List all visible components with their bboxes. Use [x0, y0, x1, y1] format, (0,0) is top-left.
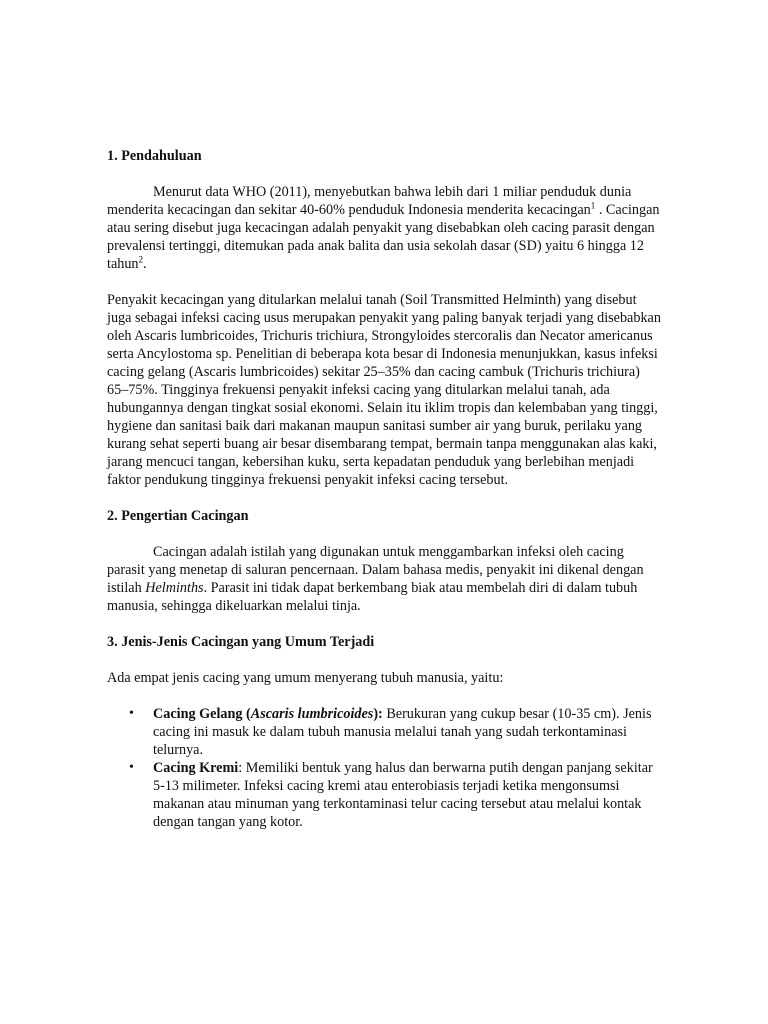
item-title: Cacing Kremi — [153, 760, 239, 776]
list-item-cacing-gelang — [129, 705, 663, 759]
item-title-text: ): — [373, 706, 383, 722]
document-body — [107, 147, 663, 831]
paragraph-jenis-intro: Ada empat jenis cacing yang umum menyerang tubuh manusia, yaitu: — [107, 670, 504, 686]
paragraph-text: . Parasit ini tidak dapat berkembang biak atau membelah diri di dalam tubuh manusia, sehingga dikeluarkan melalui tinja. — [107, 580, 638, 614]
paragraph-text: . Cacingan atau sering disebut juga kecacingan adalah penyakit yang disebabkan oleh cacing parasit dengan prevalensi tertinggi, ditemukan pada anak balita dan usia sekolah dasar (SD) yaitu 6 hingga 12 tahun — [107, 202, 660, 272]
footnote-ref-1: 1 — [590, 200, 596, 211]
section-heading-jenis: 3. Jenis-Jenis Cacingan yang Umum Terjadi — [107, 634, 375, 650]
term-helminths: Helminths — [145, 580, 204, 596]
paragraph-soil-transmitted: Penyakit kecacingan yang ditularkan melalui tanah (Soil Transmitted Helminth) yang disebut juga sebagai infeksi cacing usus merupakan penyakit yang paling banyak terjadi yang disebabkan oleh Ascaris lumbricoides, Trichuris trichiura, Strongyloides stercoralis dan Necator americanus serta Ancylostoma sp. Penelitian di beberapa kota besar di Indonesia menunjukkan, kasus infeksi cacing gelang (Ascaris lumbricoides) sekitar 25–35% dan cacing cambuk (Trichuris trichiura) 65–75%. Tingginya frekuensi penyakit infeksi cacing yang ditularkan melalui tanah, ada hubungannya dengan tingkat sosial ekonomi. Selain itu iklim tropis dan kelembaban yang tinggi, hygiene dan sanitasi baik dari makanan maupun sanitasi sumber air yang buruk, perilaku yang kurang sehat seperti buang air besar disembarang tempat, bermain tanpa menggunakan alas kaki, jarang mencuci tangan, kebersihan kuku, serta kepadatan penduduk yang berlebihan menjadi faktor pendukung tingginya frekuensi penyakit infeksi cacing tersebut. — [107, 292, 661, 488]
paragraph-pengertian — [107, 543, 663, 615]
paragraph-text: . — [143, 256, 147, 272]
paragraph-text: Menurut data WHO (2011), menyebutkan bahwa lebih dari 1 miliar penduduk dunia menderita kecacingan dan sekitar 40-60% penduduk Indonesia menderita kecacingan — [107, 184, 632, 218]
paragraph-who-data — [107, 183, 663, 273]
paragraph-text: Cacingan adalah istilah yang digunakan untuk menggambarkan infeksi oleh cacing parasit yang menetap di saluran pencernaan. Dalam bahasa medis, penyakit ini dikenal dengan istilah — [107, 544, 644, 596]
bullet-icon: • — [129, 760, 134, 775]
item-title — [153, 706, 383, 722]
item-title-text: Cacing Gelang ( — [153, 706, 251, 722]
item-description: Berukuran yang cukup besar (10-35 cm). Jenis cacing ini masuk ke dalam tubuh manusia melalui tanah yang sudah terkontaminasi telurnya. — [153, 706, 652, 758]
bullet-icon: • — [129, 706, 134, 721]
item-title-latin: Ascaris lumbricoides — [250, 706, 374, 722]
footnote-ref-2: 2 — [138, 254, 144, 265]
section-heading-pendahuluan: 1. Pendahuluan — [107, 148, 202, 164]
list-item-cacing-kremi — [129, 759, 663, 831]
cacing-list — [107, 705, 663, 831]
section-heading-pengertian: 2. Pengertian Cacingan — [107, 508, 249, 524]
item-description: : Memiliki bentuk yang halus dan berwarna putih dengan panjang sekitar 5-13 milimeter. Infeksi cacing kremi atau enterobiasis terjadi ketika mengonsumsi makanan atau minuman yang terkontaminasi telur cacing tersebut atau melalui kontak dengan tangan yang kotor. — [153, 760, 653, 830]
